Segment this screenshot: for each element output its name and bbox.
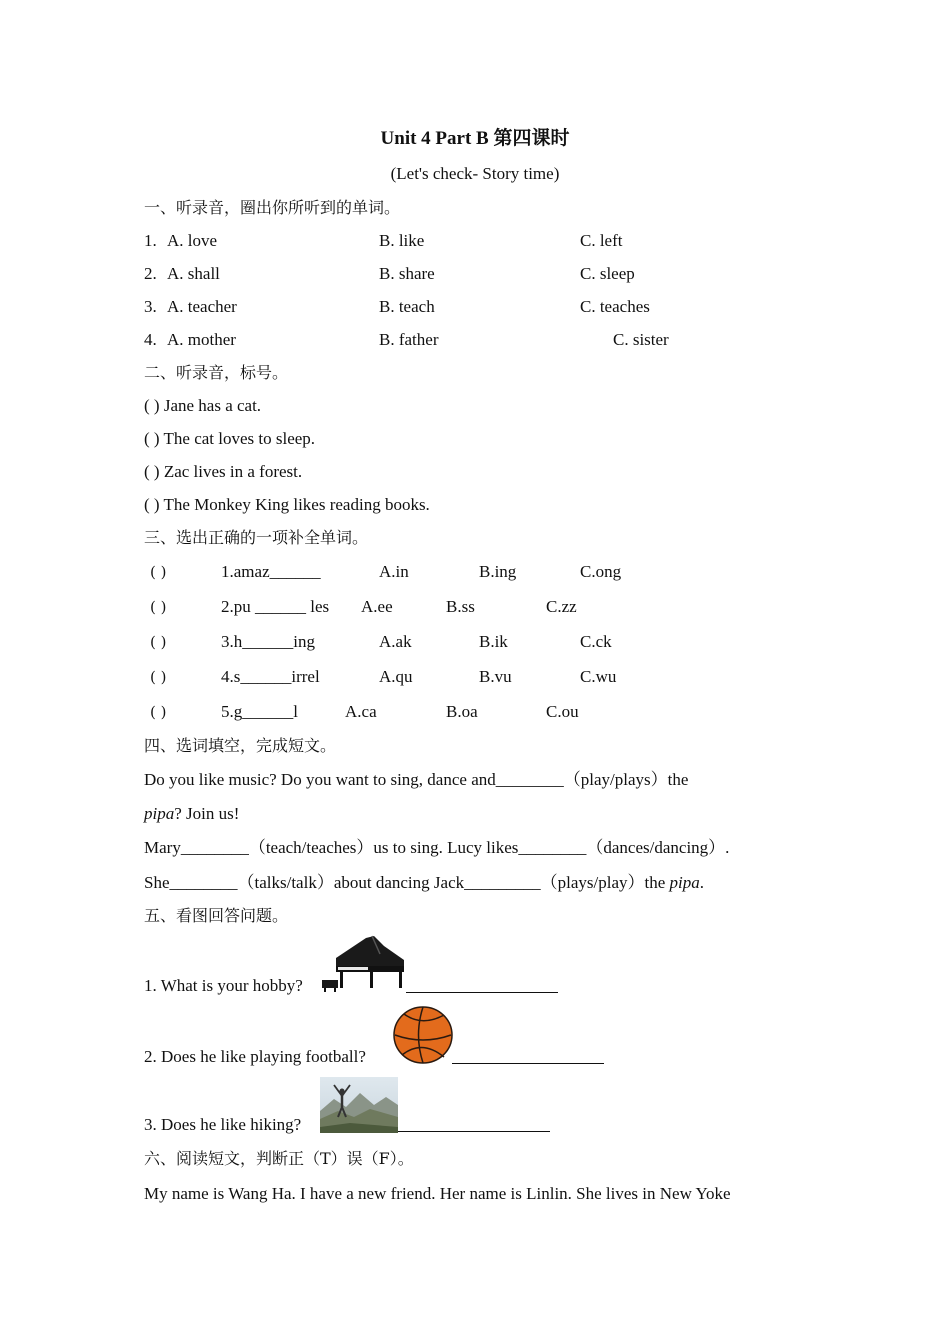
s3-q2-option-a: A.ee bbox=[361, 597, 393, 616]
section2-heading: 二、听录音，标号。 bbox=[144, 363, 289, 382]
s5-question-3: 3. Does he like hiking? bbox=[144, 1115, 302, 1134]
s1-q3-option-c: C. teaches bbox=[580, 297, 650, 316]
s5-question-2: 2. Does he like playing football? bbox=[144, 1047, 366, 1066]
s1-q3-option-b: B. teach bbox=[379, 297, 435, 316]
s2-item-3: ( ) Zac lives in a forest. bbox=[144, 462, 303, 481]
s3-q1-stem: 1.amaz______ bbox=[221, 562, 321, 581]
s5-answer-blank-1 bbox=[406, 977, 558, 993]
s1-q2-option-c: C. sleep bbox=[580, 264, 635, 283]
s3-q2-stem: 2.pu ______ les bbox=[221, 597, 330, 616]
piano-image bbox=[322, 934, 406, 992]
s3-q2-option-b: B.ss bbox=[446, 597, 475, 616]
s1-q3-option-a: A. teacher bbox=[167, 297, 237, 316]
s3-q5-option-a: A.ca bbox=[345, 702, 377, 721]
s3-q5-option-b: B.oa bbox=[446, 702, 478, 721]
s3-q1-option-a: A.in bbox=[379, 562, 409, 581]
s3-q5-paren: ( ) bbox=[150, 703, 167, 721]
s3-q4-option-a: A.qu bbox=[379, 667, 413, 686]
s1-q2-num: 2. bbox=[144, 264, 157, 283]
s4-line-4 bbox=[144, 873, 704, 893]
s1-q1-num: 1. bbox=[144, 231, 157, 250]
s3-q4-option-c: C.wu bbox=[580, 667, 617, 686]
s4-line-4-end: . bbox=[699, 873, 704, 892]
s3-q5-option-c: C.ou bbox=[546, 702, 579, 721]
section6-heading: 六、阅读短文，判断正（T）误（F）。 bbox=[144, 1149, 414, 1168]
s4-line-3: Mary________（teach/teaches）us to sing. Lucy likes________（dances/dancing）. bbox=[144, 838, 730, 857]
s4-pipa-word-2: pipa bbox=[669, 873, 700, 892]
s1-q1-option-c: C. left bbox=[580, 231, 623, 250]
s3-q5-stem: 5.g______l bbox=[221, 702, 298, 721]
basketball-image bbox=[392, 1005, 454, 1065]
s1-q4-num: 4. bbox=[144, 330, 157, 349]
s3-q3-option-c: C.ck bbox=[580, 632, 612, 651]
s3-q1-option-c: C.ong bbox=[580, 562, 622, 581]
s3-q4-paren: ( ) bbox=[150, 668, 167, 686]
section5-heading: 五、看图回答问题。 bbox=[144, 906, 289, 925]
s3-q2-paren: ( ) bbox=[150, 598, 167, 616]
s2-item-4: ( ) The Monkey King likes reading books. bbox=[144, 495, 430, 514]
s3-q2-option-c: C.zz bbox=[546, 597, 577, 616]
page-subtitle: (Let's check- Story time) bbox=[390, 164, 560, 183]
s3-q4-stem: 4.s______irrel bbox=[221, 667, 320, 686]
s1-q4-option-c: C. sister bbox=[613, 330, 669, 349]
s4-line-2 bbox=[144, 804, 239, 824]
s2-item-1: ( ) Jane has a cat. bbox=[144, 396, 262, 415]
s1-q1-option-a: A. love bbox=[167, 231, 218, 250]
section1-heading: 一、听录音，圈出你所听到的单词。 bbox=[144, 198, 401, 217]
s1-q3-num: 3. bbox=[144, 297, 157, 316]
s3-q3-paren: ( ) bbox=[150, 633, 167, 651]
section4-heading: 四、选词填空，完成短文。 bbox=[144, 736, 337, 755]
s1-q2-option-b: B. share bbox=[379, 264, 435, 283]
s3-q1-paren: ( ) bbox=[150, 563, 167, 581]
s5-answer-blank-3 bbox=[398, 1116, 550, 1132]
s1-q2-option-a: A. shall bbox=[167, 264, 220, 283]
s1-q4-option-a: A. mother bbox=[167, 330, 236, 349]
page-title: Unit 4 Part B 第四课时 bbox=[380, 128, 570, 149]
s3-q3-option-b: B.ik bbox=[479, 632, 508, 651]
s6-passage: My name is Wang Ha. I have a new friend. Her name is Linlin. She lives in New Yoke bbox=[144, 1184, 731, 1203]
s5-question-1: 1. What is your hobby? bbox=[144, 976, 303, 995]
s3-q3-option-a: A.ak bbox=[379, 632, 412, 651]
hiking-image bbox=[320, 1077, 398, 1133]
section3-heading: 三、选出正确的一项补全单词。 bbox=[144, 528, 369, 547]
s3-q3-stem: 3.h______ing bbox=[221, 632, 315, 651]
s4-line-1: Do you like music? Do you want to sing, dance and________（play/plays）the bbox=[144, 770, 689, 789]
s3-q1-option-b: B.ing bbox=[479, 562, 517, 581]
s4-line-4-text: She________（talks/talk）about dancing Jack_________（plays/play）the bbox=[144, 873, 670, 892]
s5-answer-blank-2 bbox=[452, 1048, 604, 1064]
s4-pipa-word: pipa bbox=[144, 804, 175, 823]
s4-join-text: ? Join us! bbox=[174, 804, 240, 823]
s3-q4-option-b: B.vu bbox=[479, 667, 512, 686]
s1-q4-option-b: B. father bbox=[379, 330, 439, 349]
s1-q1-option-b: B. like bbox=[379, 231, 425, 250]
s2-item-2: ( ) The cat loves to sleep. bbox=[144, 429, 316, 448]
